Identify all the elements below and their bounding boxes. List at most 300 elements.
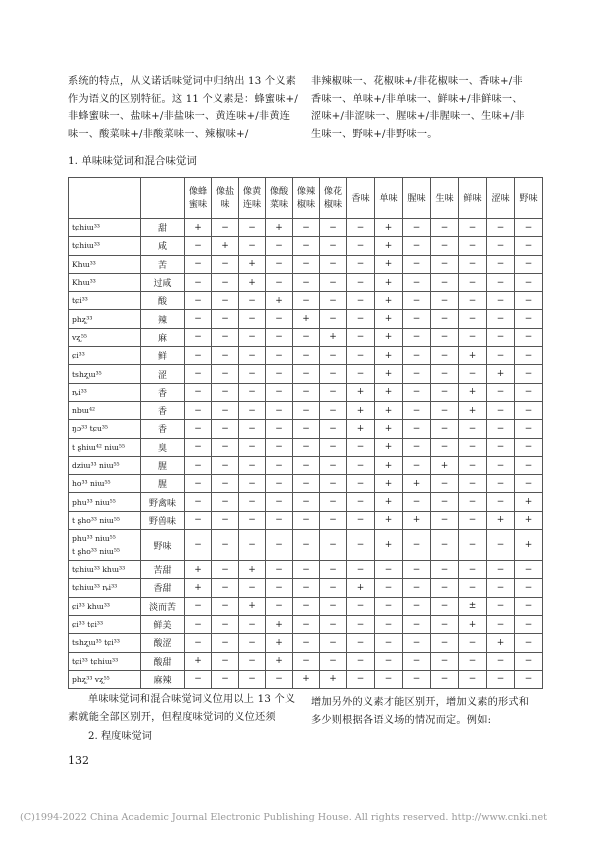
feature-value-cell: − bbox=[266, 475, 293, 493]
feature-value-cell: − bbox=[347, 493, 375, 511]
feature-value-cell: − bbox=[185, 255, 212, 273]
feature-value-cell: − bbox=[487, 420, 515, 438]
feature-value-cell: − bbox=[431, 561, 459, 579]
feature-value-cell: + bbox=[403, 475, 431, 493]
feature-value-cell: − bbox=[515, 292, 543, 310]
feature-value-cell: − bbox=[347, 670, 375, 688]
feature-value-cell: − bbox=[320, 579, 347, 597]
feature-value-cell: − bbox=[266, 365, 293, 383]
feature-value-cell: − bbox=[347, 255, 375, 273]
table-row bbox=[69, 615, 543, 633]
feature-value-cell: − bbox=[431, 530, 459, 561]
feature-value-cell: + bbox=[431, 456, 459, 474]
feature-value-cell: − bbox=[212, 475, 239, 493]
feature-value-cell: − bbox=[403, 237, 431, 255]
feature-value-cell: − bbox=[185, 438, 212, 456]
feature-value-cell: − bbox=[487, 670, 515, 688]
feature-value-cell: + bbox=[487, 365, 515, 383]
bottom-paragraph-right bbox=[311, 694, 533, 729]
feature-value-cell: − bbox=[239, 456, 266, 474]
feature-value-cell: − bbox=[347, 365, 375, 383]
feature-value-cell: − bbox=[239, 511, 266, 529]
feature-value-cell: − bbox=[347, 634, 375, 652]
feature-value-cell: − bbox=[212, 615, 239, 633]
feature-value-cell: − bbox=[431, 273, 459, 291]
row-gloss: 麻辣 bbox=[141, 670, 185, 688]
feature-value-cell: − bbox=[293, 365, 320, 383]
feature-value-cell: − bbox=[459, 652, 487, 670]
feature-value-cell: − bbox=[375, 634, 403, 652]
feature-value-cell: − bbox=[515, 255, 543, 273]
feature-value-cell: − bbox=[403, 401, 431, 419]
header-blank-gloss bbox=[141, 178, 185, 219]
feature-value-cell: − bbox=[431, 420, 459, 438]
feature-value-cell: − bbox=[212, 328, 239, 346]
feature-value-cell: − bbox=[185, 670, 212, 688]
feature-value-cell: − bbox=[459, 511, 487, 529]
feature-value-cell: − bbox=[239, 237, 266, 255]
feature-value-cell: − bbox=[293, 597, 320, 615]
feature-value-cell: − bbox=[185, 420, 212, 438]
intro-text-left: 系统的特点，从义诺话味觉词中归纳出 13 个义素作为语义的区别特征。这 11 个义素是：蜂蜜味+/非蜂蜜味一、盐味+/非盐味一、黄连味+/非黄连味一、酸菜味+/非酸菜味一、辣椒味+/ bbox=[68, 76, 298, 140]
feature-value-cell: + bbox=[515, 530, 543, 561]
feature-value-cell: + bbox=[266, 615, 293, 633]
feature-value-cell: − bbox=[487, 310, 515, 328]
copyright-footer: (C)1994-2022 China Academic Journal Electronic Publishing House. All rights reserved. http://www.cnki.net bbox=[20, 812, 547, 823]
table-row bbox=[69, 597, 543, 615]
feature-value-cell: − bbox=[266, 237, 293, 255]
feature-value-cell: + bbox=[375, 292, 403, 310]
row-gloss: 香 bbox=[141, 383, 185, 401]
feature-value-cell: − bbox=[487, 292, 515, 310]
row-term: phʐ̩³³ bbox=[69, 310, 141, 328]
feature-value-cell: − bbox=[293, 383, 320, 401]
feature-value-cell: − bbox=[459, 475, 487, 493]
feature-value-cell: − bbox=[431, 511, 459, 529]
feature-value-cell: − bbox=[487, 475, 515, 493]
feature-value-cell: − bbox=[293, 511, 320, 529]
feature-value-cell: − bbox=[515, 237, 543, 255]
feature-value-cell: − bbox=[403, 347, 431, 365]
feature-value-cell: − bbox=[212, 292, 239, 310]
feature-value-cell: − bbox=[431, 652, 459, 670]
feature-value-cell: − bbox=[459, 365, 487, 383]
row-gloss: 鲜 bbox=[141, 347, 185, 365]
feature-value-cell: + bbox=[239, 561, 266, 579]
feature-value-cell: − bbox=[375, 561, 403, 579]
feature-value-cell: + bbox=[375, 401, 403, 419]
feature-value-cell: − bbox=[403, 255, 431, 273]
feature-value-cell: − bbox=[487, 652, 515, 670]
row-gloss: 咸 bbox=[141, 237, 185, 255]
feature-value-cell: − bbox=[487, 347, 515, 365]
feature-value-cell: − bbox=[212, 493, 239, 511]
feature-value-cell: − bbox=[487, 561, 515, 579]
feature-value-cell: − bbox=[459, 634, 487, 652]
feature-value-cell: − bbox=[293, 438, 320, 456]
row-term: tɕi³³ bbox=[69, 292, 141, 310]
table-row bbox=[69, 652, 543, 670]
header-feature: 像花椒味 bbox=[320, 178, 347, 219]
row-gloss: 香 bbox=[141, 420, 185, 438]
feature-value-cell: − bbox=[431, 670, 459, 688]
feature-value-cell: + bbox=[185, 561, 212, 579]
feature-value-cell: − bbox=[320, 634, 347, 652]
header-feature: 像盐味 bbox=[212, 178, 239, 219]
header-feature: 涩味 bbox=[487, 178, 515, 219]
feature-value-cell: − bbox=[403, 292, 431, 310]
feature-value-cell: − bbox=[212, 597, 239, 615]
feature-value-cell: − bbox=[320, 561, 347, 579]
feature-value-cell: − bbox=[266, 420, 293, 438]
feature-value-cell: − bbox=[347, 530, 375, 561]
feature-value-cell: − bbox=[431, 438, 459, 456]
feature-value-cell: − bbox=[403, 615, 431, 633]
feature-value-cell: − bbox=[320, 530, 347, 561]
feature-value-cell: − bbox=[347, 475, 375, 493]
feature-value-cell: − bbox=[347, 438, 375, 456]
feature-value-cell: − bbox=[347, 561, 375, 579]
feature-value-cell: − bbox=[320, 273, 347, 291]
feature-value-cell: − bbox=[212, 273, 239, 291]
feature-value-cell: − bbox=[185, 493, 212, 511]
row-term: tɕhiɯ³³ khɯ³³ bbox=[69, 561, 141, 579]
feature-value-cell: + bbox=[515, 493, 543, 511]
header-feature: 腥味 bbox=[403, 178, 431, 219]
feature-value-cell: − bbox=[403, 579, 431, 597]
row-term: ȵi³³ bbox=[69, 383, 141, 401]
feature-value-cell: + bbox=[375, 219, 403, 237]
feature-value-cell: − bbox=[403, 493, 431, 511]
feature-value-cell: − bbox=[431, 237, 459, 255]
table-row bbox=[69, 219, 543, 237]
table-row bbox=[69, 310, 543, 328]
feature-value-cell: ± bbox=[459, 597, 487, 615]
feature-value-cell: − bbox=[459, 328, 487, 346]
feature-value-cell: + bbox=[375, 347, 403, 365]
feature-value-cell: − bbox=[459, 237, 487, 255]
feature-value-cell: − bbox=[185, 383, 212, 401]
feature-value-cell: − bbox=[212, 219, 239, 237]
feature-value-cell: − bbox=[293, 615, 320, 633]
feature-value-cell: + bbox=[375, 255, 403, 273]
feature-value-cell: + bbox=[185, 579, 212, 597]
feature-value-cell: − bbox=[239, 652, 266, 670]
feature-value-cell: − bbox=[185, 328, 212, 346]
feature-value-cell: − bbox=[185, 634, 212, 652]
feature-value-cell: − bbox=[347, 328, 375, 346]
feature-value-cell: − bbox=[459, 292, 487, 310]
feature-value-cell: − bbox=[239, 438, 266, 456]
feature-value-cell: − bbox=[293, 219, 320, 237]
feature-value-cell: − bbox=[185, 401, 212, 419]
feature-value-cell: − bbox=[320, 401, 347, 419]
row-term: phʐ̩³³ vʐ̩⁵⁵ bbox=[69, 670, 141, 688]
feature-value-cell: − bbox=[239, 365, 266, 383]
feature-value-cell: − bbox=[266, 347, 293, 365]
feature-value-cell: − bbox=[403, 597, 431, 615]
feature-value-cell: − bbox=[515, 420, 543, 438]
feature-value-cell: + bbox=[347, 579, 375, 597]
feature-value-cell: − bbox=[459, 670, 487, 688]
intro-paragraph-right bbox=[311, 73, 533, 143]
bottom-paragraph-left bbox=[68, 691, 300, 726]
feature-value-cell: − bbox=[266, 328, 293, 346]
feature-value-cell: + bbox=[487, 511, 515, 529]
feature-value-cell: + bbox=[375, 237, 403, 255]
feature-value-cell: − bbox=[293, 420, 320, 438]
feature-value-cell: − bbox=[212, 438, 239, 456]
feature-value-cell: − bbox=[403, 219, 431, 237]
feature-value-cell: − bbox=[459, 273, 487, 291]
feature-value-cell: − bbox=[431, 383, 459, 401]
row-term: Khɯ³³ bbox=[69, 273, 141, 291]
feature-value-cell: − bbox=[320, 365, 347, 383]
feature-value-cell: − bbox=[239, 383, 266, 401]
feature-value-cell: − bbox=[185, 597, 212, 615]
row-term: phu³³ niɯ⁵⁵ bbox=[69, 493, 141, 511]
feature-value-cell: + bbox=[375, 383, 403, 401]
feature-value-cell: − bbox=[403, 438, 431, 456]
table-row bbox=[69, 456, 543, 474]
row-term: t ʂho³³ niɯ⁵⁵ bbox=[69, 511, 141, 529]
feature-value-cell: − bbox=[515, 475, 543, 493]
feature-value-cell: − bbox=[320, 292, 347, 310]
feature-value-cell: − bbox=[320, 310, 347, 328]
feature-value-cell: − bbox=[515, 438, 543, 456]
feature-value-cell: − bbox=[347, 273, 375, 291]
feature-value-cell: − bbox=[293, 401, 320, 419]
feature-value-cell: − bbox=[431, 475, 459, 493]
feature-value-cell: + bbox=[239, 255, 266, 273]
row-gloss: 鲜美 bbox=[141, 615, 185, 633]
feature-value-cell: − bbox=[320, 219, 347, 237]
feature-value-cell: − bbox=[212, 652, 239, 670]
bottom-text-left: 单味味觉词和混合味觉词义位用以上 13 个义素就能全部区别开，但程度味觉词的义位还须 bbox=[68, 694, 296, 723]
feature-value-cell: − bbox=[375, 579, 403, 597]
feature-value-cell: − bbox=[347, 597, 375, 615]
feature-value-cell: − bbox=[459, 456, 487, 474]
semantic-feature-table bbox=[68, 177, 543, 689]
table-row bbox=[69, 579, 543, 597]
feature-value-cell: + bbox=[375, 273, 403, 291]
table-row bbox=[69, 328, 543, 346]
feature-value-cell: − bbox=[431, 292, 459, 310]
feature-value-cell: + bbox=[320, 670, 347, 688]
feature-value-cell: − bbox=[266, 310, 293, 328]
feature-value-cell: − bbox=[515, 273, 543, 291]
feature-value-cell: − bbox=[347, 347, 375, 365]
feature-value-cell: − bbox=[293, 634, 320, 652]
feature-value-cell: − bbox=[347, 237, 375, 255]
feature-value-cell: − bbox=[403, 670, 431, 688]
feature-value-cell: − bbox=[293, 237, 320, 255]
feature-value-cell: + bbox=[459, 401, 487, 419]
feature-value-cell: + bbox=[375, 511, 403, 529]
row-gloss: 香 bbox=[141, 401, 185, 419]
feature-value-cell: − bbox=[266, 670, 293, 688]
feature-value-cell: + bbox=[266, 652, 293, 670]
feature-value-cell: − bbox=[459, 310, 487, 328]
feature-value-cell: − bbox=[185, 475, 212, 493]
feature-value-cell: − bbox=[266, 579, 293, 597]
row-term: ŋɔ³³ tɕu³⁵ bbox=[69, 420, 141, 438]
table-row bbox=[69, 561, 543, 579]
feature-value-cell: − bbox=[431, 219, 459, 237]
feature-value-cell: − bbox=[515, 401, 543, 419]
feature-value-cell: − bbox=[212, 670, 239, 688]
intro-paragraph-left bbox=[68, 73, 300, 143]
feature-value-cell: − bbox=[431, 347, 459, 365]
feature-value-cell: − bbox=[487, 401, 515, 419]
row-term: nbɯ⁴² bbox=[69, 401, 141, 419]
feature-value-cell: − bbox=[431, 255, 459, 273]
feature-value-cell: − bbox=[347, 292, 375, 310]
feature-value-cell: − bbox=[403, 652, 431, 670]
feature-value-cell: − bbox=[266, 401, 293, 419]
feature-value-cell: − bbox=[431, 579, 459, 597]
feature-value-cell: − bbox=[320, 511, 347, 529]
feature-value-cell: − bbox=[185, 456, 212, 474]
feature-value-cell: − bbox=[403, 456, 431, 474]
feature-value-cell: − bbox=[293, 273, 320, 291]
feature-value-cell: + bbox=[239, 597, 266, 615]
feature-value-cell: − bbox=[515, 670, 543, 688]
feature-value-cell: − bbox=[185, 365, 212, 383]
feature-value-cell: − bbox=[403, 310, 431, 328]
section-1-heading: 1. 单味味觉词和混合味觉词 bbox=[68, 155, 197, 167]
table-row bbox=[69, 383, 543, 401]
table-row bbox=[69, 670, 543, 688]
feature-value-cell: − bbox=[239, 634, 266, 652]
feature-value-cell: − bbox=[431, 615, 459, 633]
feature-value-cell: − bbox=[185, 237, 212, 255]
table-row bbox=[69, 401, 543, 419]
table-row bbox=[69, 420, 543, 438]
feature-value-cell: − bbox=[212, 401, 239, 419]
feature-value-cell: − bbox=[515, 365, 543, 383]
feature-value-cell: − bbox=[212, 420, 239, 438]
feature-value-cell: − bbox=[347, 456, 375, 474]
feature-value-cell: − bbox=[320, 383, 347, 401]
feature-value-cell: − bbox=[347, 615, 375, 633]
feature-value-cell: − bbox=[293, 456, 320, 474]
row-gloss: 麻 bbox=[141, 328, 185, 346]
feature-value-cell: + bbox=[347, 383, 375, 401]
feature-value-cell: − bbox=[185, 292, 212, 310]
feature-value-cell: − bbox=[212, 511, 239, 529]
row-gloss: 甜 bbox=[141, 219, 185, 237]
feature-value-cell: + bbox=[487, 634, 515, 652]
row-gloss: 苦 bbox=[141, 255, 185, 273]
row-term: ɕi³³ tɕi³³ bbox=[69, 615, 141, 633]
feature-value-cell: − bbox=[487, 456, 515, 474]
row-term: ho³³ niɯ⁵⁵ bbox=[69, 475, 141, 493]
header-feature: 香味 bbox=[347, 178, 375, 219]
row-term: tshʐ̩ɯ³⁵ tɕi³³ bbox=[69, 634, 141, 652]
feature-value-cell: − bbox=[320, 438, 347, 456]
row-term: Khɯ³³ bbox=[69, 255, 141, 273]
header-feature: 像辣椒味 bbox=[293, 178, 320, 219]
feature-value-cell: − bbox=[212, 456, 239, 474]
feature-value-cell: + bbox=[375, 365, 403, 383]
feature-value-cell: − bbox=[403, 530, 431, 561]
feature-value-cell: − bbox=[487, 255, 515, 273]
header-feature: 野味 bbox=[515, 178, 543, 219]
feature-value-cell: − bbox=[459, 219, 487, 237]
row-term: tshʐ̩ɯ³⁵ bbox=[69, 365, 141, 383]
row-gloss: 野禽味 bbox=[141, 493, 185, 511]
feature-value-cell: − bbox=[403, 365, 431, 383]
row-gloss: 野兽味 bbox=[141, 511, 185, 529]
feature-value-cell: + bbox=[185, 652, 212, 670]
feature-value-cell: + bbox=[266, 634, 293, 652]
feature-value-cell: − bbox=[239, 292, 266, 310]
feature-value-cell: − bbox=[320, 237, 347, 255]
feature-value-cell: − bbox=[212, 561, 239, 579]
feature-value-cell: − bbox=[320, 475, 347, 493]
feature-value-cell: − bbox=[266, 561, 293, 579]
table-row bbox=[69, 475, 543, 493]
feature-value-cell: + bbox=[375, 475, 403, 493]
feature-value-cell: + bbox=[375, 328, 403, 346]
feature-value-cell: − bbox=[515, 328, 543, 346]
feature-value-cell: − bbox=[487, 530, 515, 561]
feature-value-cell: − bbox=[431, 310, 459, 328]
feature-value-cell: − bbox=[239, 579, 266, 597]
feature-value-cell: − bbox=[515, 383, 543, 401]
feature-value-cell: − bbox=[320, 652, 347, 670]
feature-value-cell: − bbox=[212, 530, 239, 561]
row-term: ɕi³³ khɯ³³ bbox=[69, 597, 141, 615]
feature-value-cell: − bbox=[266, 383, 293, 401]
feature-value-cell: − bbox=[185, 310, 212, 328]
feature-value-cell: − bbox=[431, 401, 459, 419]
feature-value-cell: + bbox=[347, 401, 375, 419]
feature-value-cell: + bbox=[293, 670, 320, 688]
header-feature: 单味 bbox=[375, 178, 403, 219]
feature-value-cell: − bbox=[185, 273, 212, 291]
feature-value-cell: + bbox=[459, 383, 487, 401]
row-gloss: 酸 bbox=[141, 292, 185, 310]
feature-value-cell: − bbox=[459, 420, 487, 438]
feature-value-cell: − bbox=[293, 347, 320, 365]
feature-value-cell: − bbox=[515, 579, 543, 597]
feature-value-cell: − bbox=[212, 255, 239, 273]
feature-value-cell: − bbox=[320, 255, 347, 273]
feature-value-cell: + bbox=[459, 347, 487, 365]
feature-value-cell: − bbox=[293, 255, 320, 273]
feature-value-cell: − bbox=[347, 310, 375, 328]
feature-value-cell: − bbox=[403, 420, 431, 438]
feature-value-cell: − bbox=[431, 493, 459, 511]
feature-value-cell: − bbox=[403, 561, 431, 579]
feature-value-cell: − bbox=[515, 347, 543, 365]
feature-value-cell: − bbox=[266, 597, 293, 615]
feature-value-cell: − bbox=[459, 530, 487, 561]
table-row bbox=[69, 347, 543, 365]
row-term: dziɯ³³ niɯ⁵⁵ bbox=[69, 456, 141, 474]
feature-value-cell: − bbox=[375, 615, 403, 633]
feature-value-cell: − bbox=[431, 634, 459, 652]
feature-value-cell: − bbox=[239, 493, 266, 511]
feature-value-cell: − bbox=[515, 615, 543, 633]
feature-value-cell: − bbox=[293, 579, 320, 597]
feature-value-cell: − bbox=[459, 561, 487, 579]
row-term bbox=[69, 530, 141, 561]
header-blank-term bbox=[69, 178, 141, 219]
row-gloss: 腥 bbox=[141, 475, 185, 493]
